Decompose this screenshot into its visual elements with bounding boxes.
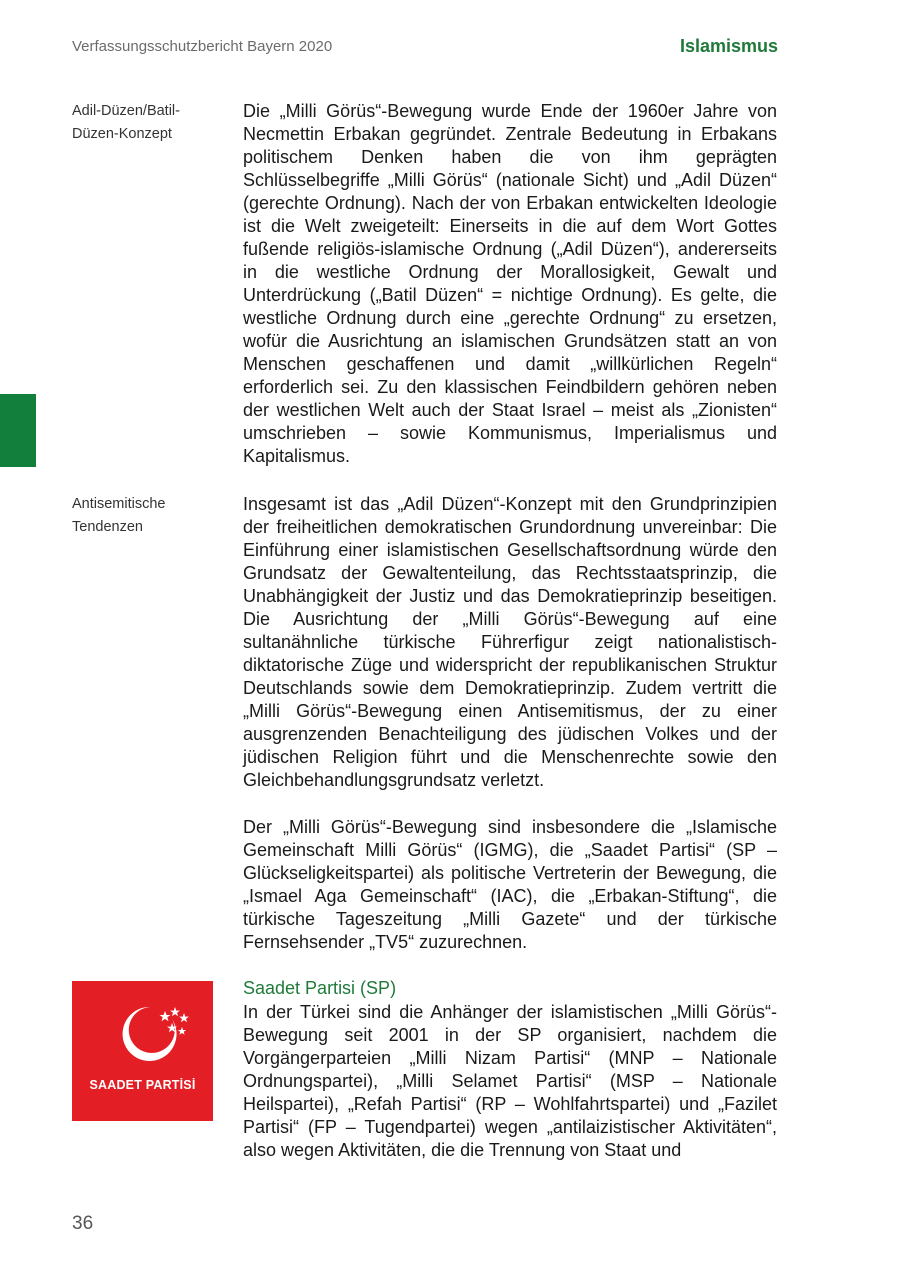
report-title: Verfassungsschutzbericht Bayern 2020 bbox=[72, 38, 333, 55]
chapter-marker bbox=[0, 394, 36, 467]
paragraph-incompatibility: Insgesamt ist das „Adil Düzen“-Konzept mit den Grundprinzipien der freiheitlichen demokratischen Grundordnung unvereinbar: Die Einführung einer islamistischen Gesellschaftsordnung würde den Grundsatz der Gewaltenteilung, das Rechtsstaatsprinzip, die Unabhängigkeit der Justiz und das Demokratieprinzip beseitigen. Die Ausrichtung der „Milli Görüs“-Bewegung auf eine sultanähnliche türkische Führerfigur zeigt nationalistisch-diktatorische Züge und widerspricht der republikanischen Struktur Deutschlands sowie dem Demokratieprinzip. Zudem vertritt die „Milli Görüs“-Bewegung einen Antisemitismus, der zu einer ausgrenzenden Benachteiligung des jüdischen Volkes und der jüdischen Religion führt und die Menschenrechte sowie den Gleichbehandlungsgrundsatz verletzt. bbox=[243, 494, 777, 790]
margin-note-line: Adil-Düzen/Batil- bbox=[72, 103, 180, 119]
paragraph-saadet-partisi: In der Türkei sind die Anhänger der islamistischen „Milli Görüs“-Bewegung seit 2001 in der SP organisiert, nachdem die Vorgängerparteien „Milli Nizam Partisi“ (MNP – Nationale Ordnungspartei), „Milli Selamet Partisi“ (MSP – Nationale Heilspartei), „Refah Partisi“ (RP – Wohlfahrtspartei) und „Fazilet Partisi“ (FP – Tugendpartei) wegen „antilaizistischer Aktivitäten“, also wegen Aktivitäten, die die Trennung von Staat und bbox=[243, 1002, 777, 1160]
margin-note-antisemitism bbox=[72, 493, 222, 539]
margin-note-line: Tendenzen bbox=[72, 519, 143, 535]
page-number: 36 bbox=[72, 1213, 94, 1234]
subheading-saadet-partisi: Saadet Partisi (SP) bbox=[243, 978, 397, 998]
margin-note-adil-duezen bbox=[72, 100, 222, 146]
section-title: Islamismus bbox=[679, 36, 778, 56]
margin-note-line: Antisemitische bbox=[72, 496, 166, 512]
paragraph-organizations: Der „Milli Görüs“-Bewegung sind insbesondere die „Islamische Gemeinschaft Milli Görüs“ (IGMG), die „Saadet Partisi“ (SP – Glückseligkeitspartei) als politische Vertreterin der Bewegung, die „Ismael Aga Gemeinschaft“ (IAC), die „Erbakan-Stiftung“, die türkische Tageszeitung „Milli Gazete“ und der türkische Fernsehsender „TV5“ zuzurechnen. bbox=[243, 817, 777, 952]
margin-note-line: Düzen-Konzept bbox=[72, 126, 172, 142]
logo-text: SAADET PARTİSİ bbox=[89, 1078, 196, 1092]
saadet-partisi-logo bbox=[72, 981, 213, 1121]
paragraph-ideology: Die „Milli Görüs“-Bewegung wurde Ende der 1960er Jahre von Necmettin Erbakan gegründet. Zentrale Bedeutung in Erbakans politischem Denken haben die von ihm geprägten Schlüsselbegriffe „Milli Görüs“ (nationale Sicht) und „Adil Düzen“ (gerechte Ordnung). Nach der von Erbakan entwickelten Ideologie ist die Welt zweigeteilt: Einerseits in die auf dem Wort Gottes fußende religiös-islamische Ordnung („Adil Düzen“), andererseits in die westliche Ordnung der Morallosigkeit, Gewalt und Unterdrückung („Batil Düzen“ = nichtige Ordnung). Es gelte, die westliche Ordnung durch eine „gerechte Ordnung“ zu ersetzen, wofür die Ausrichtung an islamischen Grundsätzen statt an von Menschen geschaffenen und damit „willkürlichen Regeln“ erforderlich sei. Zu den klassischen Feindbildern gehören neben der westlichen Welt auch der Staat Israel – meist als „Zionisten“ umschrieben – sowie Kommunismus, Imperialismus und Kapitalismus. bbox=[243, 101, 777, 466]
crescent-and-stars-icon bbox=[72, 981, 213, 1081]
